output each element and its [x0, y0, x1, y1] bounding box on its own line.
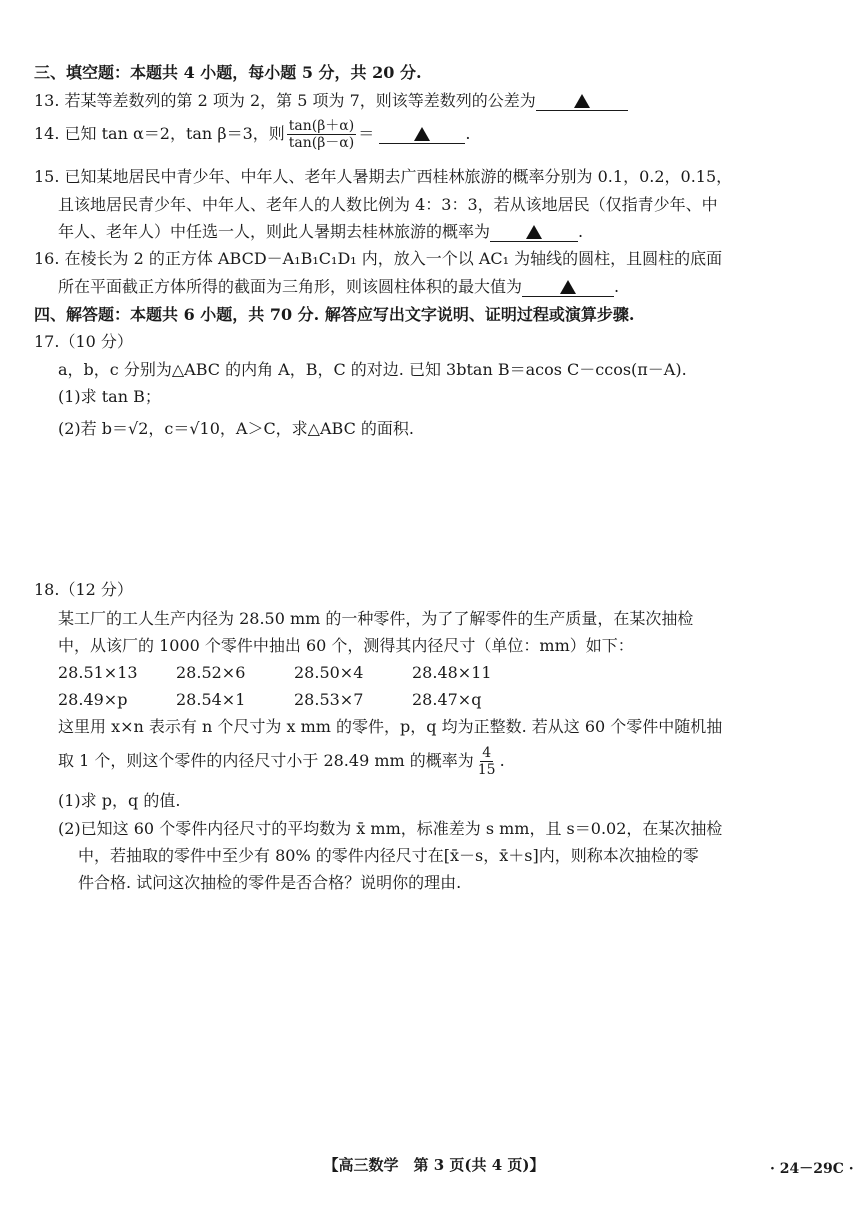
fraction-denominator: tan(β－α) — [288, 135, 355, 152]
question-13 — [34, 90, 844, 112]
triangle-icon — [574, 94, 590, 108]
question-17-part-1: (1)求 tan B； — [58, 387, 161, 406]
question-17-label: 17.（10 分） — [34, 332, 133, 351]
question-18-part-2-line-2: 中，若抽取的零件中至少有 80% 的零件内径尺寸在[x̄－s，x̄＋s]内，则称本次抽检的零 — [78, 846, 699, 865]
triangle-icon — [414, 127, 430, 141]
measurement-item: 28.53×7 — [294, 690, 364, 709]
fraction-numerator: 4 — [482, 745, 492, 761]
measurement-item: 28.52×6 — [176, 663, 246, 682]
answer-blank[interactable] — [536, 92, 628, 111]
measurement-item: 28.54×1 — [176, 690, 246, 709]
question-14-fraction — [287, 118, 356, 151]
question-16-line-1: 16. 在棱长为 2 的正方体 ABCD－A₁B₁C₁D₁ 内，放入一个以 AC₁ 为轴线的圆柱，且圆柱的底面 — [34, 249, 723, 268]
question-18-line-4-text: 取 1 个，则这个零件的内径尺寸小于 28.49 mm 的概率为 — [58, 751, 474, 771]
question-18-line-2: 中，从该厂的 1000 个零件中抽出 60 个，测得其内径尺寸（单位：mm）如下： — [58, 636, 634, 655]
question-18-line-3: 这里用 x×n 表示有 n 个尺寸为 x mm 的零件，p，q 均为正整数. 若从这 60 个零件中随机抽 — [58, 717, 723, 736]
question-13-text: 13. 若某等差数列的第 2 项为 2，第 5 项为 7，则该等差数列的公差为 — [34, 91, 536, 110]
question-15-line-2: 且该地居民青少年、中年人、老年人的人数比例为 4：3：3，若从该地居民（仅指青少年、中 — [58, 195, 718, 214]
period: . — [499, 751, 505, 771]
question-18-part-1: (1)求 p，q 的值. — [58, 791, 181, 810]
question-18-line-4 — [58, 745, 844, 778]
measurement-item: 28.51×13 — [58, 663, 138, 682]
section-3-heading: 三、填空题：本题共 4 小题，每小题 5 分，共 20 分. — [34, 63, 422, 82]
exam-code: · 24－29C · — [770, 1161, 854, 1177]
question-15-text: 年人、老年人）中任选一人，则此人暑期去桂林旅游的概率为 — [58, 222, 491, 241]
question-18-label: 18.（12 分） — [34, 580, 133, 599]
question-15-line-3 — [58, 221, 844, 243]
triangle-icon — [526, 225, 542, 239]
probability-fraction — [476, 745, 498, 778]
measurement-row-2 — [58, 689, 844, 711]
question-16-text: 所在平面截正方体所得的截面为三角形，则该圆柱体积的最大值为 — [58, 277, 523, 296]
period: . — [614, 277, 620, 296]
triangle-icon — [560, 280, 576, 294]
fraction-numerator: tan(β＋α) — [288, 118, 355, 134]
question-17-stem: a，b，c 分别为△ABC 的内角 A，B，C 的对边. 已知 3btan B＝acos C－ccos(π－A). — [58, 360, 687, 379]
question-18-line-1: 某工厂的工人生产内径为 28.50 mm 的一种零件，为了了解零件的生产质量，在某次抽检 — [58, 609, 694, 628]
measurement-item: 28.47×q — [412, 690, 482, 709]
measurement-item: 28.48×11 — [412, 663, 492, 682]
period: . — [578, 222, 584, 241]
measurement-row-1 — [58, 662, 844, 684]
page-footer: 【高三数学 第 3 页(共 4 页)】 — [323, 1156, 545, 1174]
question-14-text: 14. 已知 tan α＝2，tan β＝3，则 — [34, 124, 285, 144]
fraction-denominator: 15 — [477, 762, 496, 779]
measurement-item: 28.50×4 — [294, 663, 364, 682]
answer-blank[interactable] — [379, 125, 465, 144]
measurement-item: 28.49×p — [58, 690, 128, 709]
question-18-part-2-line-3: 件合格. 试问这次抽检的零件是否合格？说明你的理由. — [78, 873, 462, 892]
question-16-line-2 — [58, 276, 844, 298]
section-4-heading: 四、解答题：本题共 6 小题，共 70 分. 解答应写出文字说明、证明过程或演算步骤. — [34, 305, 635, 324]
question-18-part-2-line-1: (2)已知这 60 个零件内径尺寸的平均数为 x̄ mm，标准差为 s mm，且 s＝0.02，在某次抽检 — [58, 819, 723, 838]
equals-sign: ＝ — [358, 124, 375, 144]
question-14 — [34, 118, 844, 151]
answer-blank[interactable] — [490, 223, 578, 242]
answer-blank[interactable] — [522, 278, 614, 297]
period: . — [465, 124, 471, 144]
question-15-line-1: 15. 已知某地居民中青少年、中年人、老年人暑期去广西桂林旅游的概率分别为 0.1，0.2，0.15， — [34, 167, 733, 186]
question-17-part-2: (2)若 b＝√2，c＝√10，A＞C，求△ABC 的面积. — [58, 419, 415, 438]
